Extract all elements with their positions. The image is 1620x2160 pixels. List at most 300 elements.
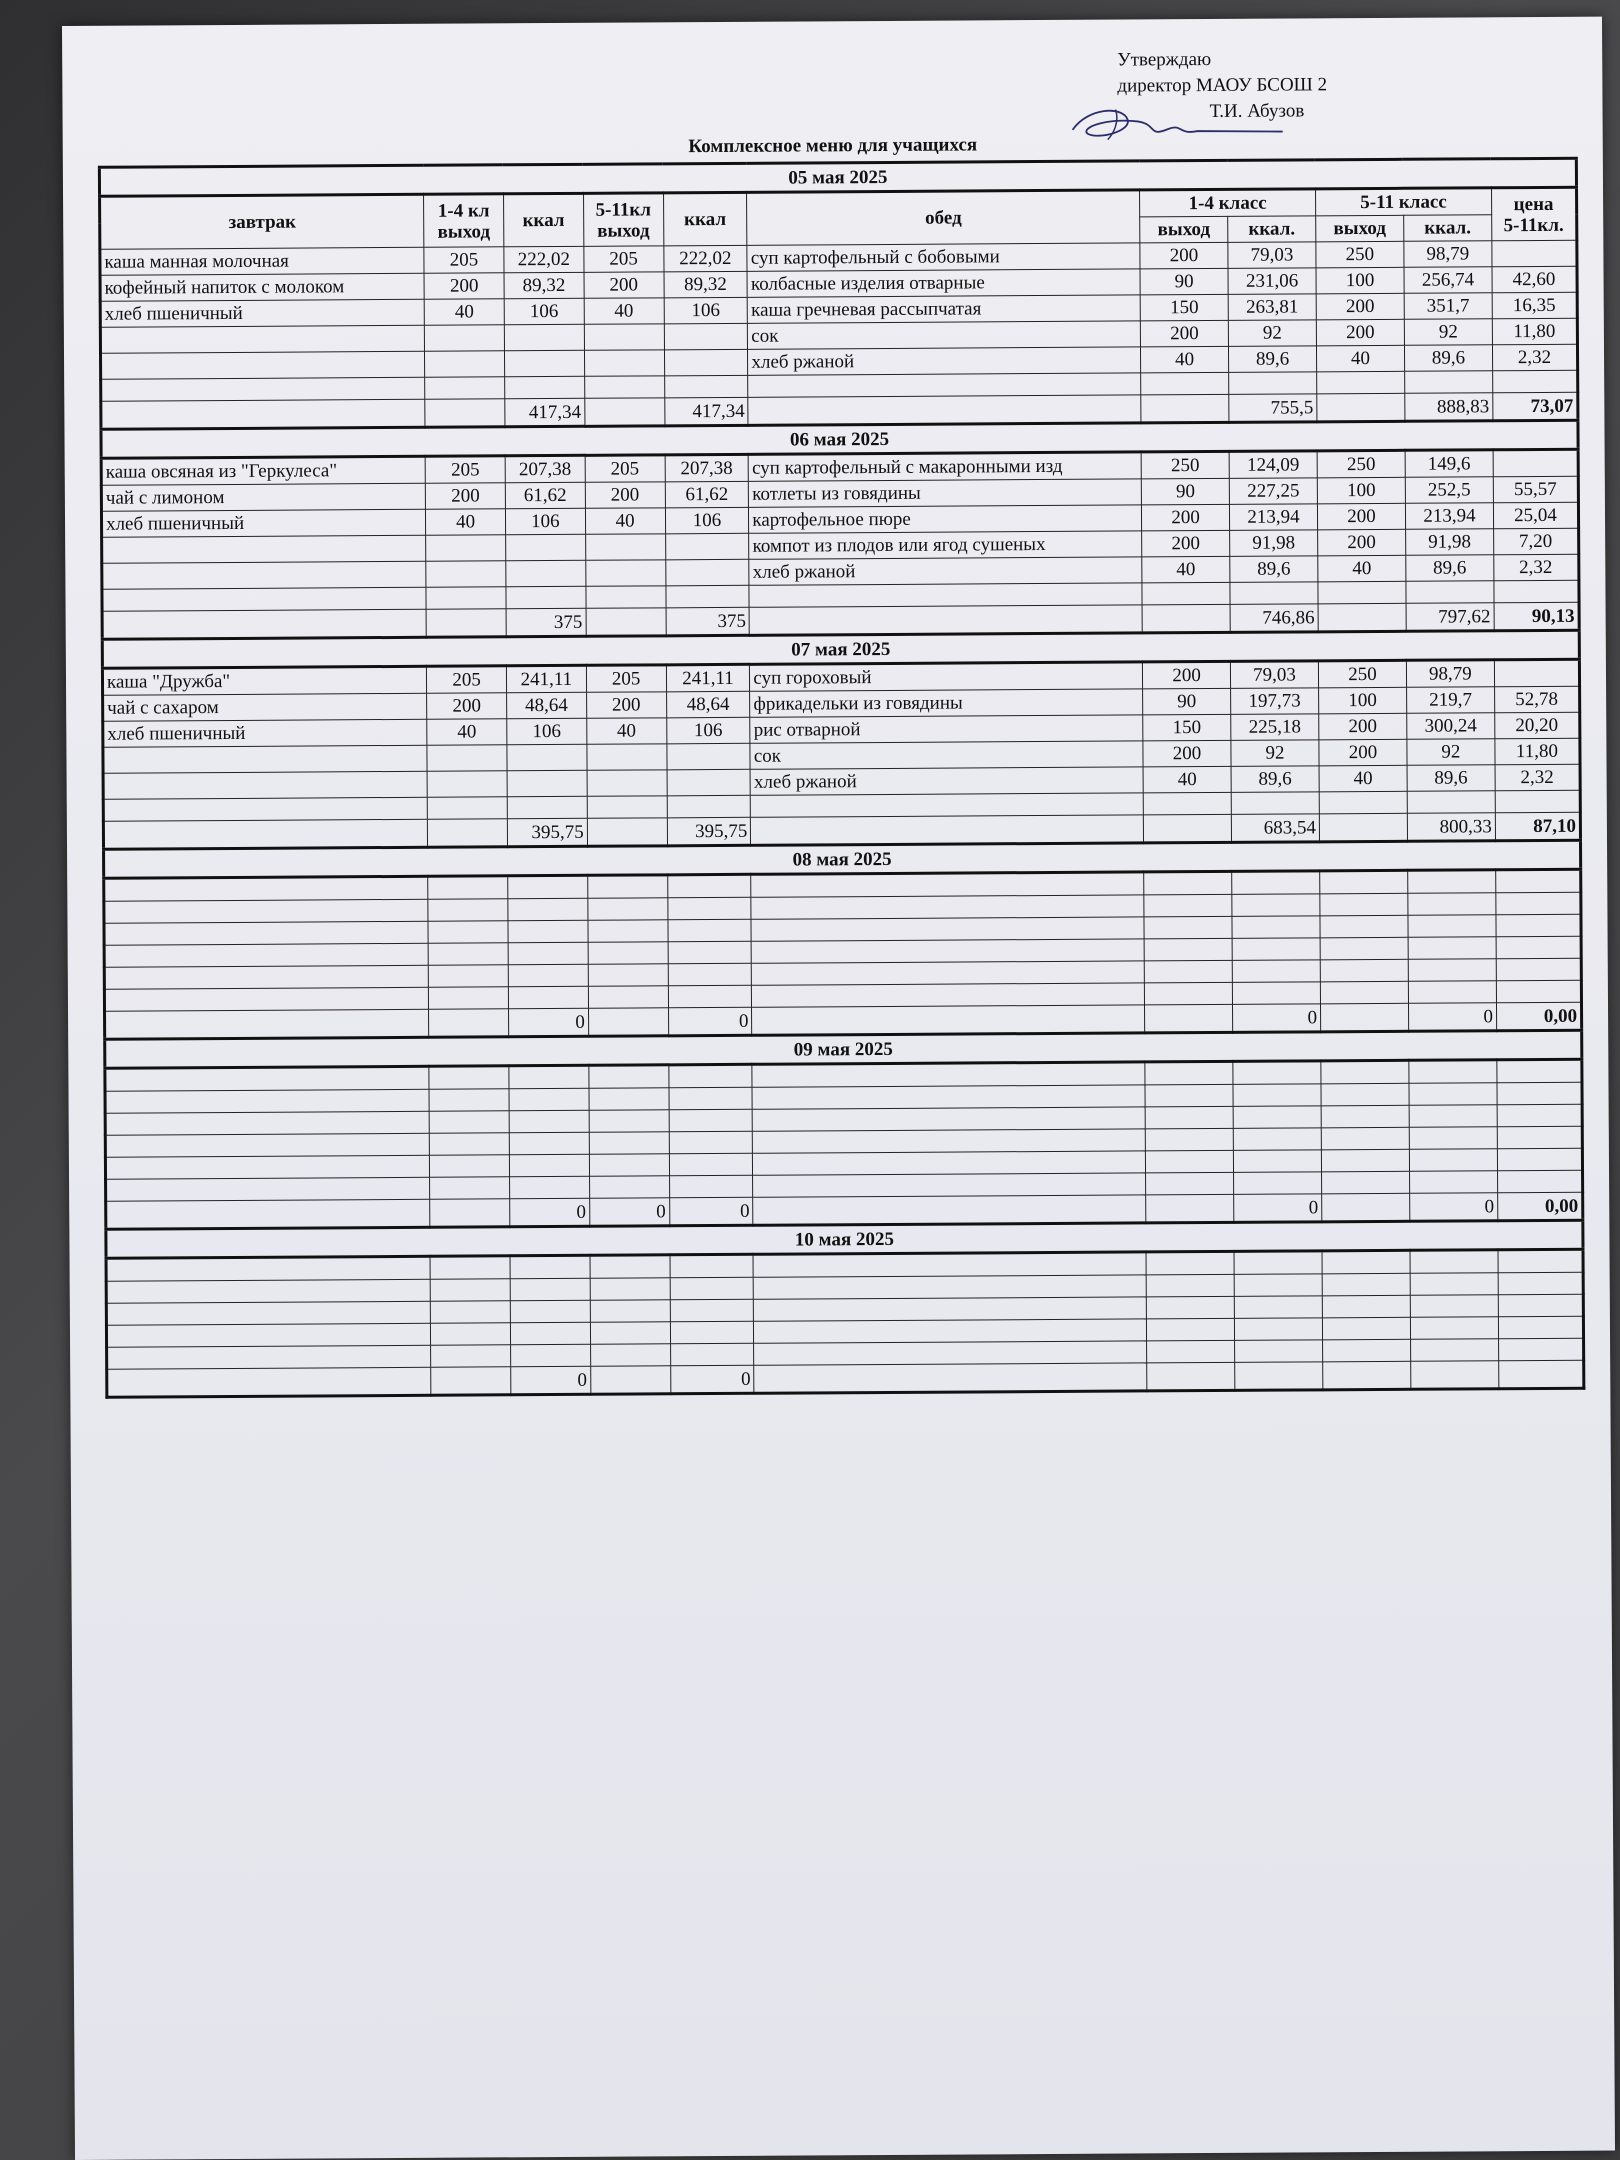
menu-cell (428, 876, 508, 899)
menu-cell (1234, 1318, 1322, 1341)
menu-cell (1498, 1316, 1583, 1339)
header-kcal-511: ккал. (1404, 215, 1492, 242)
menu-cell (584, 376, 664, 398)
day-date: 06 мая 2025 (101, 420, 1578, 458)
menu-cell (509, 1132, 589, 1154)
menu-cell (1408, 937, 1496, 960)
menu-cell (511, 1344, 591, 1366)
total-cell: 0 (670, 1365, 754, 1394)
menu-cell (1146, 1274, 1234, 1297)
menu-cell (752, 961, 1145, 985)
menu-cell: 200 (584, 272, 664, 298)
menu-cell (1145, 1150, 1233, 1173)
menu-cell (754, 1319, 1147, 1343)
menu-cell: 106 (504, 298, 584, 324)
menu-cell: 20,20 (1495, 712, 1580, 739)
menu-cell (506, 586, 586, 608)
menu-cell (1496, 980, 1581, 1003)
menu-cell (665, 559, 749, 586)
menu-cell (507, 770, 587, 796)
menu-cell (1146, 1296, 1234, 1319)
menu-cell (509, 1088, 589, 1110)
total-cell (1141, 394, 1229, 423)
menu-cell (1497, 1170, 1582, 1193)
menu-cell: 227,25 (1229, 478, 1317, 505)
header-price (1491, 187, 1576, 241)
menu-cell (664, 323, 748, 350)
total-cell (1317, 393, 1405, 422)
menu-cell (430, 1279, 510, 1301)
menu-cell (1408, 959, 1496, 982)
header-grade511-out-line: 5-11кл (595, 198, 652, 221)
menu-cell (1144, 894, 1232, 917)
menu-cell (102, 587, 426, 611)
menu-cell (1233, 1150, 1321, 1173)
menu-cell (1494, 659, 1579, 687)
total-cell (101, 399, 425, 429)
menu-cell: 100 (1317, 477, 1405, 504)
menu-cell (1144, 916, 1232, 939)
menu-cell (751, 917, 1144, 941)
menu-cell: 100 (1319, 687, 1407, 714)
menu-cell (428, 965, 508, 987)
menu-cell (667, 874, 751, 898)
menu-cell (100, 351, 424, 379)
menu-cell (106, 1323, 430, 1347)
menu-cell (1410, 1317, 1498, 1340)
total-cell (751, 815, 1144, 845)
menu-cell (431, 1345, 511, 1367)
menu-cell (504, 350, 584, 376)
menu-cell (508, 942, 588, 964)
total-cell (1319, 813, 1407, 842)
menu-cell: 98,79 (1404, 241, 1492, 268)
menu-cell (669, 1109, 753, 1132)
menu-cell: 90 (1140, 268, 1228, 295)
menu-cell: 200 (1142, 661, 1230, 689)
menu-cell (752, 1107, 1145, 1131)
menu-cell: 92 (1404, 319, 1492, 346)
menu-cell (505, 376, 585, 398)
menu-cell: хлеб пшеничный (100, 299, 424, 327)
total-cell: 0 (510, 1198, 590, 1226)
menu-cell (425, 325, 505, 351)
menu-cell (429, 1133, 509, 1155)
total-cell (587, 818, 667, 846)
menu-cell (589, 1132, 669, 1154)
document-title: Комплексное меню для учащихся (688, 134, 978, 158)
total-cell: 888,83 (1405, 393, 1493, 422)
header-class14: 1-4 класс (1140, 189, 1316, 217)
menu-cell: 40 (585, 508, 665, 534)
menu-cell: 200 (1140, 320, 1228, 347)
menu-cell (1320, 893, 1408, 916)
menu-cell (1496, 914, 1581, 937)
menu-cell: 200 (1316, 293, 1404, 320)
menu-cell (665, 585, 749, 608)
menu-cell: сок (750, 741, 1143, 769)
menu-cell (1234, 1296, 1322, 1319)
menu-cell: 250 (1141, 451, 1229, 479)
menu-cell (753, 1252, 1146, 1277)
menu-cell: колбасные изделия отварные (747, 269, 1140, 297)
total-cell: 90,13 (1494, 602, 1579, 631)
menu-cell (584, 350, 664, 376)
menu-cell: 231,06 (1228, 268, 1316, 295)
menu-cell: 300,24 (1407, 713, 1495, 740)
menu-cell (667, 795, 751, 818)
total-cell: 755,5 (1229, 394, 1317, 423)
menu-cell (1410, 1250, 1498, 1274)
menu-cell (668, 985, 752, 1008)
menu-cell (1321, 1105, 1409, 1128)
menu-cell: 200 (586, 692, 666, 718)
menu-cell (1409, 1171, 1497, 1194)
menu-cell (428, 943, 508, 965)
menu-cell: сок (748, 321, 1141, 349)
menu-cell (1498, 1272, 1583, 1295)
menu-cell (1497, 1082, 1582, 1105)
menu-cell (428, 921, 508, 943)
menu-cell (665, 533, 749, 560)
menu-cell: 91,98 (1406, 529, 1494, 556)
menu-cell: 225,18 (1231, 714, 1319, 741)
menu-cell (585, 534, 665, 560)
menu-cell (430, 1177, 510, 1199)
menu-cell: 40 (586, 718, 666, 744)
menu-cell (668, 1064, 752, 1088)
total-cell (1145, 1004, 1233, 1033)
menu-cell: 48,64 (666, 691, 750, 718)
menu-cell (754, 1275, 1147, 1299)
menu-cell: 52,78 (1494, 686, 1579, 713)
menu-cell (588, 986, 668, 1008)
menu-cell: 92 (1407, 739, 1495, 766)
total-cell (1146, 1194, 1234, 1223)
menu-cell (752, 983, 1145, 1007)
menu-cell: 200 (1317, 503, 1405, 530)
total-cell: 0 (1234, 1194, 1322, 1223)
total-cell: 375 (666, 607, 750, 636)
approver-name: Т.И. Абузов (1209, 100, 1305, 122)
menu-cell (1320, 981, 1408, 1004)
menu-cell: 89,32 (504, 272, 584, 298)
menu-cell (429, 1111, 509, 1133)
total-cell (1320, 1003, 1408, 1032)
menu-cell: 149,6 (1405, 450, 1493, 478)
menu-cell: суп картофельный с макаронными изд (748, 452, 1141, 481)
menu-cell: 89,6 (1229, 346, 1317, 373)
menu-cell (1498, 1294, 1583, 1317)
menu-cell (1317, 371, 1405, 394)
menu-cell (1234, 1251, 1322, 1275)
menu-cell (509, 1110, 589, 1132)
total-cell (1499, 1360, 1584, 1389)
menu-cell (1494, 580, 1579, 603)
menu-cell: 222,02 (663, 245, 747, 272)
menu-cell (1144, 871, 1232, 895)
menu-cell: 48,64 (507, 692, 587, 718)
total-cell: 417,34 (505, 398, 585, 426)
menu-cell (427, 771, 507, 797)
menu-cell (751, 872, 1144, 897)
total-cell: 0 (668, 1007, 752, 1036)
menu-cell (506, 560, 586, 586)
menu-cell (1321, 1083, 1409, 1106)
menu-cell: 40 (426, 509, 506, 535)
menu-cell: 7,20 (1493, 528, 1578, 555)
menu-cell (749, 583, 1142, 607)
menu-cell (1408, 870, 1496, 894)
menu-cell: 40 (1141, 346, 1229, 373)
menu-cell: 200 (1142, 504, 1230, 531)
menu-cell (589, 1154, 669, 1176)
menu-cell: 219,7 (1407, 687, 1495, 714)
menu-cell (508, 920, 588, 942)
header-grade14-out-line: 1-4 кл (437, 199, 490, 222)
menu-cell (1496, 958, 1581, 981)
menu-cell: кофейный напиток с молоком (100, 273, 424, 301)
menu-cell: 89,32 (664, 271, 748, 298)
menu-cell (1145, 1061, 1233, 1085)
total-cell (428, 819, 508, 847)
menu-cell (105, 1066, 429, 1091)
total-cell: 395,75 (507, 818, 587, 846)
menu-cell: 250 (1317, 450, 1405, 478)
menu-cell (752, 1062, 1145, 1087)
menu-cell: 89,6 (1407, 765, 1495, 792)
menu-cell: 91,98 (1230, 530, 1318, 557)
menu-cell: картофельное пюре (749, 505, 1142, 533)
menu-cell (669, 1153, 753, 1176)
menu-cell (508, 964, 588, 986)
menu-cell (104, 899, 428, 923)
menu-cell: 150 (1143, 714, 1231, 741)
menu-cell (587, 744, 667, 770)
menu-cell (509, 1065, 589, 1088)
menu-cell: 106 (664, 297, 748, 324)
total-cell: 746,86 (1230, 604, 1318, 633)
menu-cell (586, 560, 666, 586)
header-class511: 5-11 класс (1316, 188, 1492, 216)
menu-cell (1145, 1128, 1233, 1151)
menu-cell (430, 1155, 510, 1177)
menu-cell (587, 796, 667, 818)
menu-cell (1495, 790, 1580, 813)
total-cell: 395,75 (667, 817, 751, 846)
menu-cell: 40 (1316, 345, 1404, 372)
menu-cell (429, 1066, 509, 1089)
menu-cell (510, 1300, 590, 1322)
menu-cell (1321, 1060, 1409, 1084)
menu-cell (1410, 1295, 1498, 1318)
menu-cell: 351,7 (1404, 293, 1492, 320)
menu-cell (754, 1297, 1147, 1321)
menu-cell: чай с лимоном (101, 483, 425, 511)
total-cell (752, 1005, 1145, 1035)
menu-cell: хлеб ржаной (750, 767, 1143, 795)
menu-cell (103, 797, 427, 821)
menu-cell (1144, 960, 1232, 983)
header-grade511-out (583, 193, 663, 246)
menu-cell (508, 986, 588, 1008)
menu-cell (1492, 240, 1577, 267)
menu-cell (1232, 982, 1320, 1005)
menu-cell (1496, 936, 1581, 959)
menu-cell (430, 1256, 510, 1279)
menu-cell: 106 (507, 718, 587, 744)
menu-cell (1496, 892, 1581, 915)
menu-cell (1141, 372, 1229, 395)
menu-cell (667, 897, 751, 920)
day-date: 09 мая 2025 (105, 1030, 1582, 1068)
total-cell: 375 (506, 608, 586, 636)
menu-cell (751, 793, 1144, 817)
menu-cell: 205 (425, 456, 505, 483)
menu-cell (1493, 370, 1578, 393)
header-breakfast: завтрак (100, 194, 425, 249)
menu-cell (1320, 959, 1408, 982)
total-cell (429, 1009, 509, 1037)
total-cell (1142, 604, 1230, 633)
menu-cell (428, 899, 508, 921)
menu-cell (509, 1154, 589, 1176)
menu-cell (101, 377, 425, 401)
menu-cell (1408, 915, 1496, 938)
menu-cell (1145, 1106, 1233, 1129)
menu-cell: 213,94 (1229, 504, 1317, 531)
menu-cell (426, 587, 506, 609)
menu-cell: 90 (1143, 688, 1231, 715)
menu-cell (104, 987, 428, 1011)
menu-cell (1497, 1104, 1582, 1127)
menu-cell: 200 (427, 693, 507, 719)
total-cell: 0 (1233, 1004, 1321, 1033)
menu-cell (1496, 869, 1581, 893)
menu-cell (1144, 938, 1232, 961)
menu-cell (104, 876, 428, 901)
menu-cell (668, 963, 752, 986)
header-grade14-out (424, 194, 504, 247)
total-cell (590, 1366, 670, 1394)
menu-cell (1229, 372, 1317, 395)
menu-cell (104, 943, 428, 967)
menu-cell (106, 1279, 430, 1303)
menu-cell: 40 (1318, 555, 1406, 582)
total-cell: 0 (508, 1008, 588, 1036)
menu-cell: 11,80 (1492, 318, 1577, 345)
menu-cell (1320, 915, 1408, 938)
menu-cell: 89,6 (1404, 345, 1492, 372)
total-cell: 0 (1408, 1003, 1496, 1032)
menu-cell: 200 (1319, 713, 1407, 740)
menu-cell: 2,32 (1492, 344, 1577, 371)
menu-cell: рис отварной (750, 715, 1143, 743)
menu-cell (1321, 1149, 1409, 1172)
total-cell (1411, 1361, 1499, 1390)
menu-cell (508, 898, 588, 920)
menu-cell: каша гречневая рассыпчатая (748, 295, 1141, 323)
menu-cell (100, 325, 424, 353)
menu-cell (754, 1341, 1147, 1365)
menu-cell (510, 1255, 590, 1278)
total-cell (754, 1363, 1147, 1393)
menu-cell: 200 (1319, 739, 1407, 766)
menu-cell (431, 1323, 511, 1345)
menu-cell: фрикадельки из говядины (750, 689, 1143, 717)
menu-cell (504, 324, 584, 350)
menu-cell (1142, 582, 1230, 605)
menu-cell: 200 (1142, 530, 1230, 557)
menu-cell (1497, 1148, 1582, 1171)
menu-cell: чай с сахаром (103, 693, 427, 721)
menu-cell (1498, 1338, 1583, 1361)
menu-cell (670, 1299, 754, 1322)
menu-cell (751, 939, 1144, 963)
total-cell (585, 398, 665, 426)
menu-cell (1146, 1251, 1234, 1275)
menu-cell (588, 898, 668, 920)
menu-cell (1320, 937, 1408, 960)
menu-cell (1321, 1127, 1409, 1150)
menu-sheet (62, 17, 1615, 2160)
header-grade511-out-line: выход (597, 219, 650, 242)
menu-cell: 205 (585, 455, 665, 482)
menu-cell (590, 1322, 670, 1344)
header-price-line: цена (1513, 193, 1554, 215)
menu-cell: 40 (424, 299, 504, 325)
menu-cell (753, 1151, 1146, 1175)
menu-cell (1320, 870, 1408, 894)
header-lunch: обед (747, 190, 1140, 245)
menu-cell: 124,09 (1229, 451, 1317, 479)
menu-cell: 40 (427, 719, 507, 745)
menu-cell (666, 743, 750, 770)
menu-cell (670, 1321, 754, 1344)
menu-cell: 205 (584, 246, 664, 272)
total-cell (425, 399, 505, 427)
menu-cell: 252,5 (1405, 477, 1493, 504)
menu-cell: 42,60 (1492, 266, 1577, 293)
menu-cell (1144, 982, 1232, 1005)
menu-cell (106, 1301, 430, 1325)
total-cell (749, 605, 1142, 635)
approve-label: Утверждаю (1117, 48, 1212, 71)
menu-cell (431, 1301, 511, 1323)
total-cell (426, 609, 506, 637)
total-cell (1235, 1362, 1323, 1391)
menu-cell (669, 1131, 753, 1154)
menu-cell: 89,6 (1231, 766, 1319, 793)
total-cell: 800,33 (1407, 813, 1495, 842)
menu-cell (752, 1085, 1145, 1109)
header-price-line: 5-11кл. (1503, 214, 1564, 236)
menu-cell: 200 (585, 482, 665, 508)
menu-cell (751, 895, 1144, 919)
menu-cell: 250 (1316, 241, 1404, 268)
menu-cell: суп гороховый (750, 662, 1143, 691)
menu-cell: 90 (1141, 478, 1229, 505)
total-cell: 0,00 (1498, 1192, 1583, 1221)
menu-cell (1233, 1061, 1321, 1085)
menu-cell (510, 1176, 590, 1198)
menu-cell (670, 1277, 754, 1300)
menu-cell: 40 (1142, 556, 1230, 583)
menu-cell (107, 1345, 431, 1369)
menu-cell (1409, 1105, 1497, 1128)
menu-cell: 79,03 (1228, 242, 1316, 269)
menu-cell: 40 (1143, 766, 1231, 793)
